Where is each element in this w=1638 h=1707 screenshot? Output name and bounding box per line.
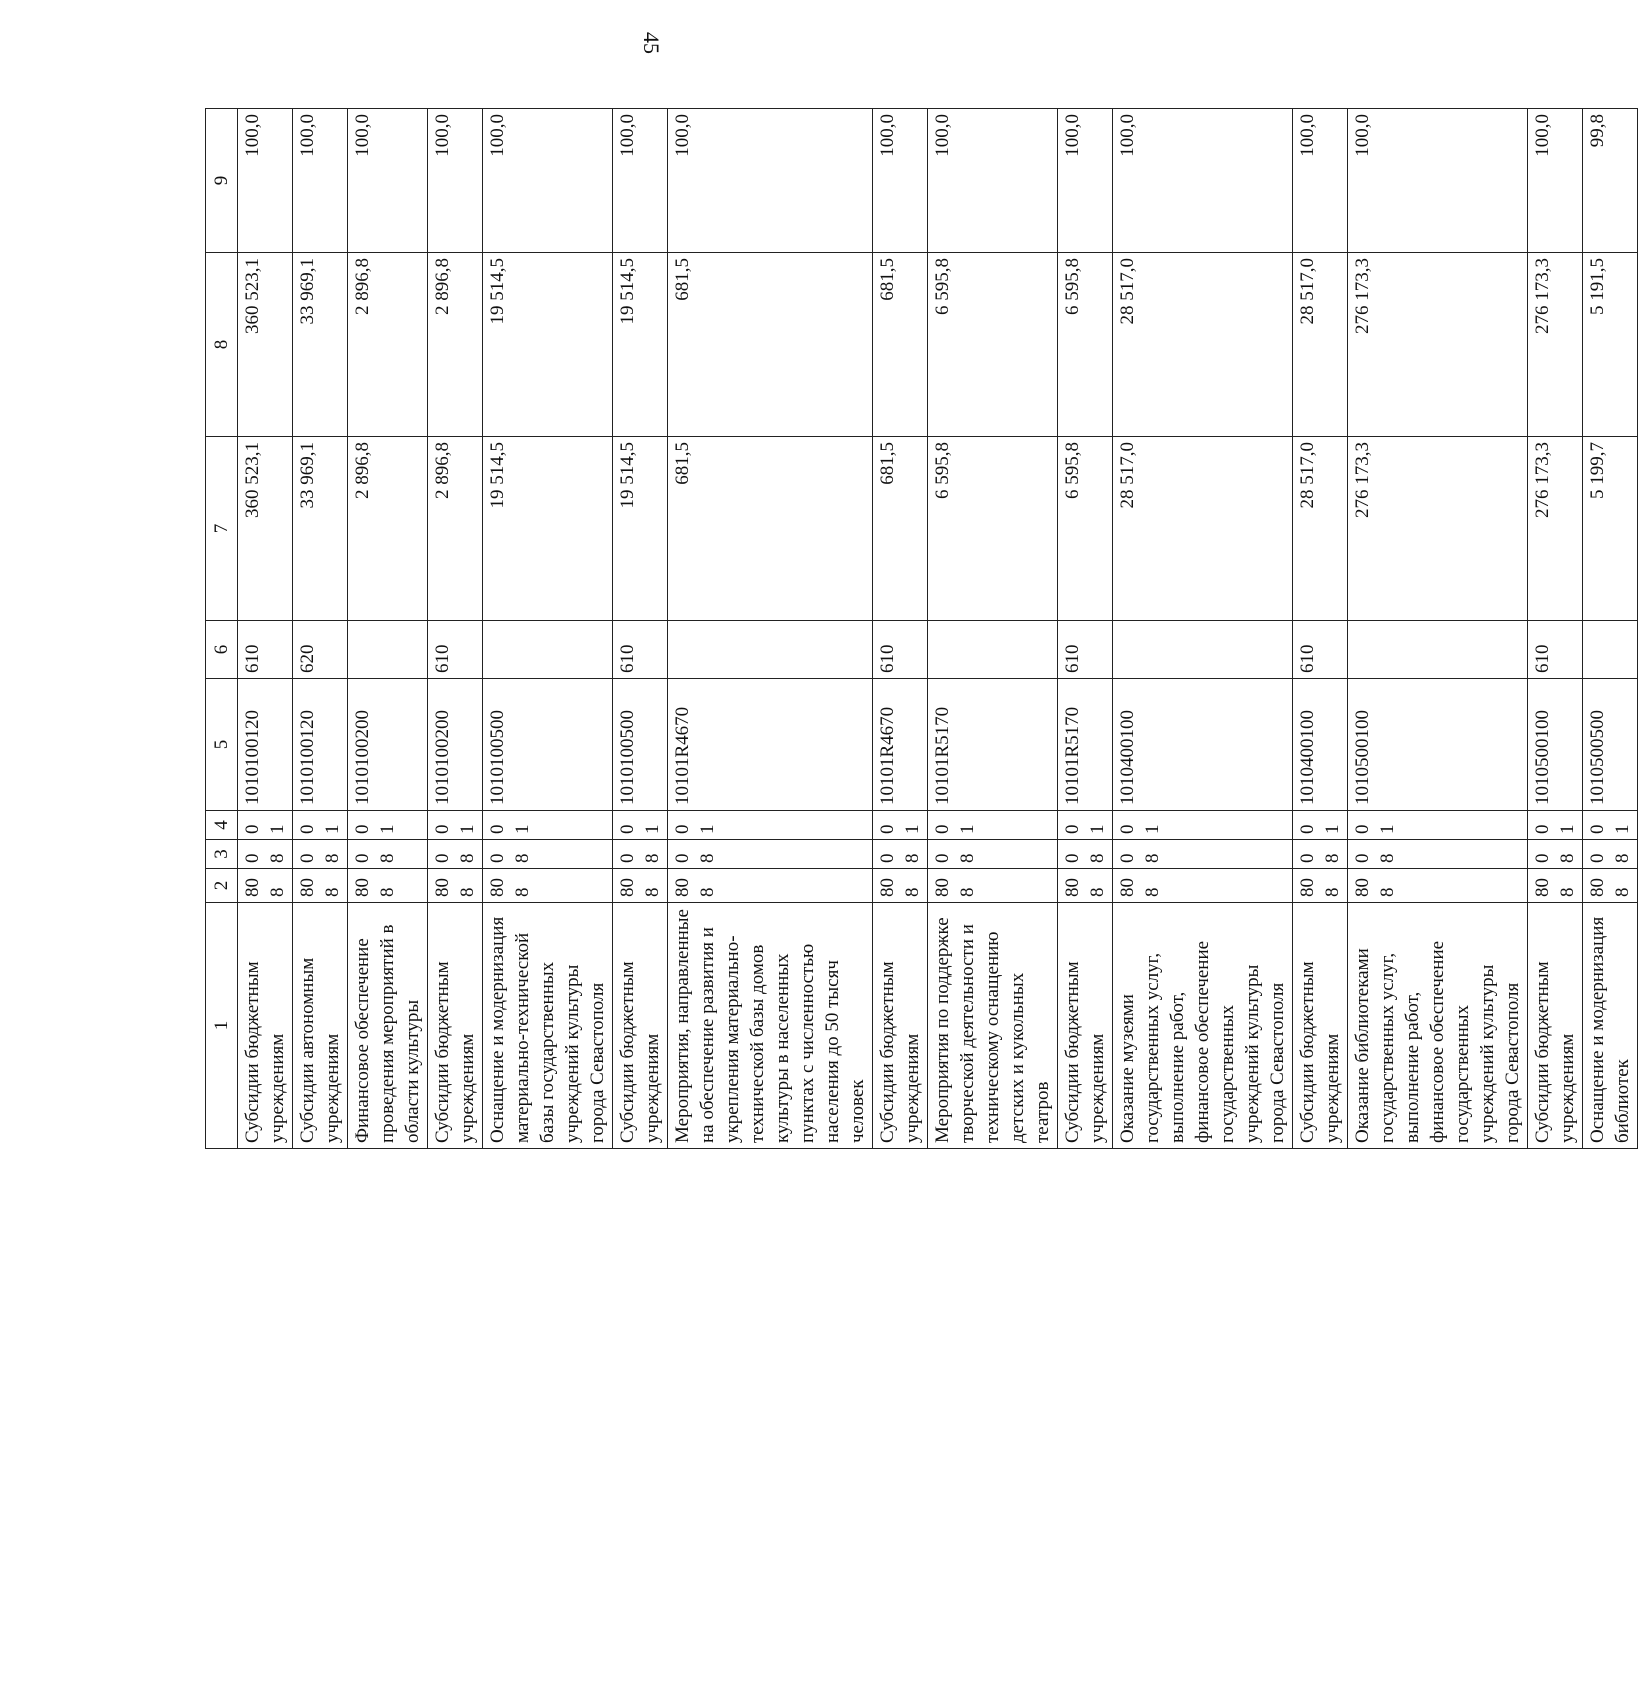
cell-percent-executed: 100,0 bbox=[928, 109, 1058, 253]
cell-ved-code: 808 bbox=[1583, 869, 1638, 903]
cell-target-article: 10101R4670 bbox=[873, 679, 928, 811]
cell-percent-executed: 100,0 bbox=[1113, 109, 1293, 253]
column-header-3: 3 bbox=[206, 840, 238, 869]
cell-name: Субсидии бюджетным учреждениям bbox=[238, 903, 293, 1149]
cell-expense-type bbox=[1348, 621, 1528, 679]
cell-section: 08 bbox=[1058, 840, 1113, 869]
cell-target-article: 1010400100 bbox=[1293, 679, 1348, 811]
cell-name: Оснащение и модернизация материально-технической базы государственных учреждений культуры города Севастополя bbox=[483, 903, 613, 1149]
cell-target-article: 10101R4670 bbox=[668, 679, 873, 811]
cell-ved-code: 808 bbox=[293, 869, 348, 903]
cell-ved-code: 808 bbox=[428, 869, 483, 903]
cell-executed-amount: 28 517,0 bbox=[1113, 253, 1293, 437]
cell-expense-type: 610 bbox=[1058, 621, 1113, 679]
cell-name: Субсидии бюджетным учреждениям bbox=[873, 903, 928, 1149]
table-body bbox=[238, 109, 1638, 1149]
cell-name: Субсидии бюджетным учреждениям bbox=[428, 903, 483, 1149]
cell-percent-executed: 100,0 bbox=[613, 109, 668, 253]
cell-executed-amount: 360 523,1 bbox=[238, 253, 293, 437]
cell-expense-type: 610 bbox=[1528, 621, 1583, 679]
cell-percent-executed: 100,0 bbox=[668, 109, 873, 253]
cell-ved-code: 808 bbox=[1528, 869, 1583, 903]
table-row bbox=[928, 109, 1058, 1149]
cell-approved-amount: 6 595,8 bbox=[1058, 437, 1113, 621]
cell-expense-type: 610 bbox=[613, 621, 668, 679]
table-row bbox=[1528, 109, 1583, 1149]
cell-percent-executed: 100,0 bbox=[238, 109, 293, 253]
cell-approved-amount: 360 523,1 bbox=[238, 437, 293, 621]
budget-table bbox=[205, 108, 1638, 1149]
column-header-5: 5 bbox=[206, 679, 238, 811]
cell-approved-amount: 19 514,5 bbox=[613, 437, 668, 621]
table-row bbox=[613, 109, 668, 1149]
cell-percent-executed: 100,0 bbox=[348, 109, 428, 253]
cell-executed-amount: 276 173,3 bbox=[1348, 253, 1528, 437]
cell-approved-amount: 276 173,3 bbox=[1528, 437, 1583, 621]
cell-target-article: 1010100200 bbox=[348, 679, 428, 811]
cell-target-article: 1010100500 bbox=[483, 679, 613, 811]
cell-percent-executed: 100,0 bbox=[1058, 109, 1113, 253]
cell-target-article: 1010500100 bbox=[1348, 679, 1528, 811]
cell-expense-type: 610 bbox=[238, 621, 293, 679]
header-row bbox=[206, 109, 238, 1149]
column-header-8: 8 bbox=[206, 253, 238, 437]
cell-subsection: 01 bbox=[873, 811, 928, 840]
cell-executed-amount: 6 595,8 bbox=[928, 253, 1058, 437]
cell-executed-amount: 19 514,5 bbox=[613, 253, 668, 437]
table-row bbox=[293, 109, 348, 1149]
cell-subsection: 01 bbox=[928, 811, 1058, 840]
cell-name: Субсидии бюджетным учреждениям bbox=[613, 903, 668, 1149]
cell-subsection: 01 bbox=[613, 811, 668, 840]
cell-subsection: 01 bbox=[1583, 811, 1638, 840]
cell-section: 08 bbox=[483, 840, 613, 869]
cell-subsection: 01 bbox=[348, 811, 428, 840]
cell-target-article: 10101R5170 bbox=[1058, 679, 1113, 811]
cell-approved-amount: 2 896,8 bbox=[348, 437, 428, 621]
cell-executed-amount: 5 191,5 bbox=[1583, 253, 1638, 437]
rotated-table-container bbox=[205, 109, 1633, 1149]
cell-executed-amount: 681,5 bbox=[873, 253, 928, 437]
cell-section: 08 bbox=[928, 840, 1058, 869]
cell-ved-code: 808 bbox=[873, 869, 928, 903]
cell-approved-amount: 5 199,7 bbox=[1583, 437, 1638, 621]
cell-section: 08 bbox=[428, 840, 483, 869]
table-row bbox=[1113, 109, 1293, 1149]
cell-target-article: 1010100200 bbox=[428, 679, 483, 811]
cell-subsection: 01 bbox=[293, 811, 348, 840]
cell-name: Субсидии бюджетным учреждениям bbox=[1528, 903, 1583, 1149]
cell-name: Субсидии бюджетным учреждениям bbox=[1058, 903, 1113, 1149]
cell-executed-amount: 28 517,0 bbox=[1293, 253, 1348, 437]
cell-executed-amount: 276 173,3 bbox=[1528, 253, 1583, 437]
column-header-1: 1 bbox=[206, 903, 238, 1149]
cell-ved-code: 808 bbox=[928, 869, 1058, 903]
cell-approved-amount: 33 969,1 bbox=[293, 437, 348, 621]
cell-expense-type bbox=[668, 621, 873, 679]
cell-section: 08 bbox=[873, 840, 928, 869]
table-row bbox=[1348, 109, 1528, 1149]
cell-subsection: 01 bbox=[668, 811, 873, 840]
cell-expense-type bbox=[1113, 621, 1293, 679]
cell-percent-executed: 100,0 bbox=[1528, 109, 1583, 253]
cell-approved-amount: 19 514,5 bbox=[483, 437, 613, 621]
cell-executed-amount: 6 595,8 bbox=[1058, 253, 1113, 437]
table-row bbox=[1058, 109, 1113, 1149]
cell-subsection: 01 bbox=[1058, 811, 1113, 840]
cell-section: 08 bbox=[1583, 840, 1638, 869]
cell-executed-amount: 2 896,8 bbox=[348, 253, 428, 437]
cell-ved-code: 808 bbox=[613, 869, 668, 903]
cell-target-article: 10101R5170 bbox=[928, 679, 1058, 811]
cell-subsection: 01 bbox=[1293, 811, 1348, 840]
cell-ved-code: 808 bbox=[1058, 869, 1113, 903]
table-row bbox=[348, 109, 428, 1149]
cell-name: Субсидии автономным учреждениям bbox=[293, 903, 348, 1149]
cell-subsection: 01 bbox=[1528, 811, 1583, 840]
cell-ved-code: 808 bbox=[668, 869, 873, 903]
cell-approved-amount: 276 173,3 bbox=[1348, 437, 1528, 621]
cell-ved-code: 808 bbox=[1348, 869, 1528, 903]
table-row bbox=[483, 109, 613, 1149]
cell-expense-type: 610 bbox=[428, 621, 483, 679]
cell-section: 08 bbox=[1528, 840, 1583, 869]
cell-approved-amount: 28 517,0 bbox=[1293, 437, 1348, 621]
cell-name: Оснащение и модернизация библиотек bbox=[1583, 903, 1638, 1149]
cell-ved-code: 808 bbox=[1113, 869, 1293, 903]
cell-section: 08 bbox=[613, 840, 668, 869]
cell-section: 08 bbox=[1113, 840, 1293, 869]
cell-percent-executed: 99,8 bbox=[1583, 109, 1638, 253]
table-row bbox=[428, 109, 483, 1149]
cell-subsection: 01 bbox=[1348, 811, 1528, 840]
cell-percent-executed: 100,0 bbox=[1348, 109, 1528, 253]
cell-subsection: 01 bbox=[483, 811, 613, 840]
cell-target-article: 1010100120 bbox=[293, 679, 348, 811]
cell-ved-code: 808 bbox=[1293, 869, 1348, 903]
cell-approved-amount: 2 896,8 bbox=[428, 437, 483, 621]
cell-subsection: 01 bbox=[428, 811, 483, 840]
cell-executed-amount: 33 969,1 bbox=[293, 253, 348, 437]
cell-target-article: 1010400100 bbox=[1113, 679, 1293, 811]
cell-target-article: 1010500100 bbox=[1528, 679, 1583, 811]
column-header-2: 2 bbox=[206, 869, 238, 903]
table-row bbox=[668, 109, 873, 1149]
cell-executed-amount: 681,5 bbox=[668, 253, 873, 437]
cell-percent-executed: 100,0 bbox=[873, 109, 928, 253]
cell-subsection: 01 bbox=[238, 811, 293, 840]
cell-target-article: 1010500500 bbox=[1583, 679, 1638, 811]
cell-percent-executed: 100,0 bbox=[483, 109, 613, 253]
cell-section: 08 bbox=[668, 840, 873, 869]
column-header-4: 4 bbox=[206, 811, 238, 840]
cell-expense-type: 610 bbox=[1293, 621, 1348, 679]
cell-expense-type bbox=[1583, 621, 1638, 679]
cell-expense-type: 620 bbox=[293, 621, 348, 679]
cell-section: 08 bbox=[1293, 840, 1348, 869]
cell-section: 08 bbox=[348, 840, 428, 869]
cell-name: Финансовое обеспечение проведения мероприятий в области культуры bbox=[348, 903, 428, 1149]
cell-name: Оказание библиотеками государственных услуг, выполнение работ, финансовое обеспечение государственных учреждений культуры города Севастополя bbox=[1348, 903, 1528, 1149]
table-row bbox=[873, 109, 928, 1149]
cell-ved-code: 808 bbox=[483, 869, 613, 903]
cell-expense-type bbox=[348, 621, 428, 679]
cell-section: 08 bbox=[1348, 840, 1528, 869]
column-header-7: 7 bbox=[206, 437, 238, 621]
cell-executed-amount: 2 896,8 bbox=[428, 253, 483, 437]
cell-name: Мероприятия, направленные на обеспечение развития и укрепления материально-технической базы домов культуры в населенных пунктах с численностью населения до 50 тысяч человек bbox=[668, 903, 873, 1149]
column-header-9: 9 bbox=[206, 109, 238, 253]
cell-approved-amount: 28 517,0 bbox=[1113, 437, 1293, 621]
cell-expense-type bbox=[928, 621, 1058, 679]
cell-ved-code: 808 bbox=[348, 869, 428, 903]
cell-name: Субсидии бюджетным учреждениям bbox=[1293, 903, 1348, 1149]
cell-executed-amount: 19 514,5 bbox=[483, 253, 613, 437]
table-row bbox=[1583, 109, 1638, 1149]
cell-section: 08 bbox=[293, 840, 348, 869]
cell-name: Оказание музеями государственных услуг, выполнение работ, финансовое обеспечение государственных учреждений культуры города Севастополя bbox=[1113, 903, 1293, 1149]
cell-percent-executed: 100,0 bbox=[428, 109, 483, 253]
table-row bbox=[1293, 109, 1348, 1149]
cell-approved-amount: 6 595,8 bbox=[928, 437, 1058, 621]
cell-approved-amount: 681,5 bbox=[873, 437, 928, 621]
cell-percent-executed: 100,0 bbox=[1293, 109, 1348, 253]
cell-target-article: 1010100500 bbox=[613, 679, 668, 811]
cell-expense-type bbox=[483, 621, 613, 679]
cell-target-article: 1010100120 bbox=[238, 679, 293, 811]
table-row bbox=[238, 109, 293, 1149]
cell-section: 08 bbox=[238, 840, 293, 869]
cell-expense-type: 610 bbox=[873, 621, 928, 679]
cell-ved-code: 808 bbox=[238, 869, 293, 903]
page-number: 45 bbox=[639, 32, 664, 54]
cell-name: Мероприятия по поддержке творческой деятельности и техническому оснащению детских и кукольных театров bbox=[928, 903, 1058, 1149]
cell-approved-amount: 681,5 bbox=[668, 437, 873, 621]
cell-percent-executed: 100,0 bbox=[293, 109, 348, 253]
column-header-6: 6 bbox=[206, 621, 238, 679]
cell-subsection: 01 bbox=[1113, 811, 1293, 840]
